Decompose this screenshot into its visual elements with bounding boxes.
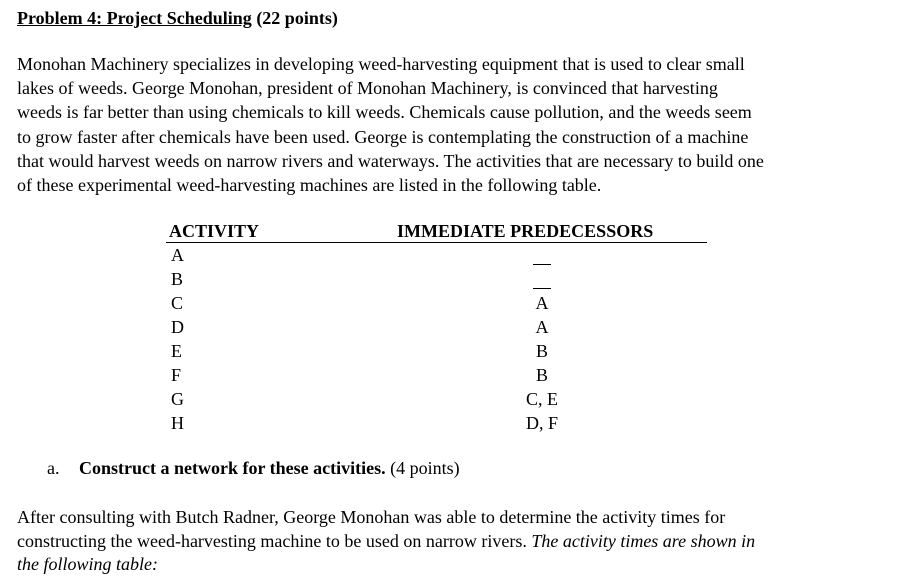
intro-line: weeds is far better than using chemicals to kill weeds. Chemicals cause pollution, and the weeds seem (17, 102, 752, 123)
predecessor-cell: A (535, 317, 549, 337)
followup-line: the following table: (17, 554, 158, 574)
question-a (47, 458, 460, 479)
table-row (166, 413, 707, 437)
intro-line: to grow faster after chemicals have been used. George is contemplating the construction of a machine (17, 126, 749, 147)
table-row (166, 341, 707, 365)
table-row (166, 389, 707, 413)
predecessors-column-header: IMMEDIATE PREDECESSORS (397, 221, 654, 241)
table-row (166, 293, 707, 317)
table-row (166, 317, 707, 341)
activity-cell: B (171, 269, 184, 289)
question-label: a. (47, 458, 60, 478)
activity-cell: E (171, 341, 182, 361)
predecessor-cell: C, E (525, 389, 558, 409)
activity-cell: C (171, 293, 184, 313)
followup-line: constructing the weed-harvesting machine to be used on narrow rivers. The activity times are shown in (17, 530, 756, 551)
intro-line: of these experimental weed-harvesting machines are listed in the following table. (17, 175, 602, 196)
activity-column-header: ACTIVITY (169, 221, 260, 241)
followup-line: After consulting with Butch Radner, George Monohan was able to determine the activity times for (17, 507, 726, 527)
activity-cell: H (171, 413, 184, 433)
table-row (166, 365, 707, 389)
header-underline (166, 242, 707, 243)
predecessor-cell: B (535, 341, 548, 361)
problem-points: (22 points) (256, 8, 338, 28)
activity-cell: G (171, 389, 184, 409)
question-points: (4 points) (390, 458, 460, 478)
problem-heading (17, 8, 338, 29)
predecessor-cell: A (535, 293, 549, 313)
problem-title: Problem 4: Project Scheduling (17, 8, 252, 28)
activity-cell: F (171, 365, 182, 385)
followup-paragraph (17, 506, 887, 577)
intro-line: that would harvest weeds on narrow rivers and waterways. The activities that are necessary to build one (17, 150, 764, 171)
predecessor-cell: D, F (525, 413, 558, 433)
activity-cell: A (171, 245, 184, 265)
table-row (166, 245, 707, 269)
table-row (166, 269, 707, 293)
predecessor-cell: B (535, 365, 548, 385)
question-text: Construct a network for these activities. (79, 458, 386, 478)
intro-paragraph (17, 52, 887, 197)
activity-cell: D (171, 317, 184, 337)
predecessor-cell (533, 288, 551, 289)
predecessor-cell (533, 264, 551, 265)
intro-line: Monohan Machinery specializes in developing weed-harvesting equipment that is used to clear small (17, 54, 745, 74)
intro-line: lakes of weeds. George Monohan, president of Monohan Machinery, is convinced that harvesting (17, 78, 718, 99)
